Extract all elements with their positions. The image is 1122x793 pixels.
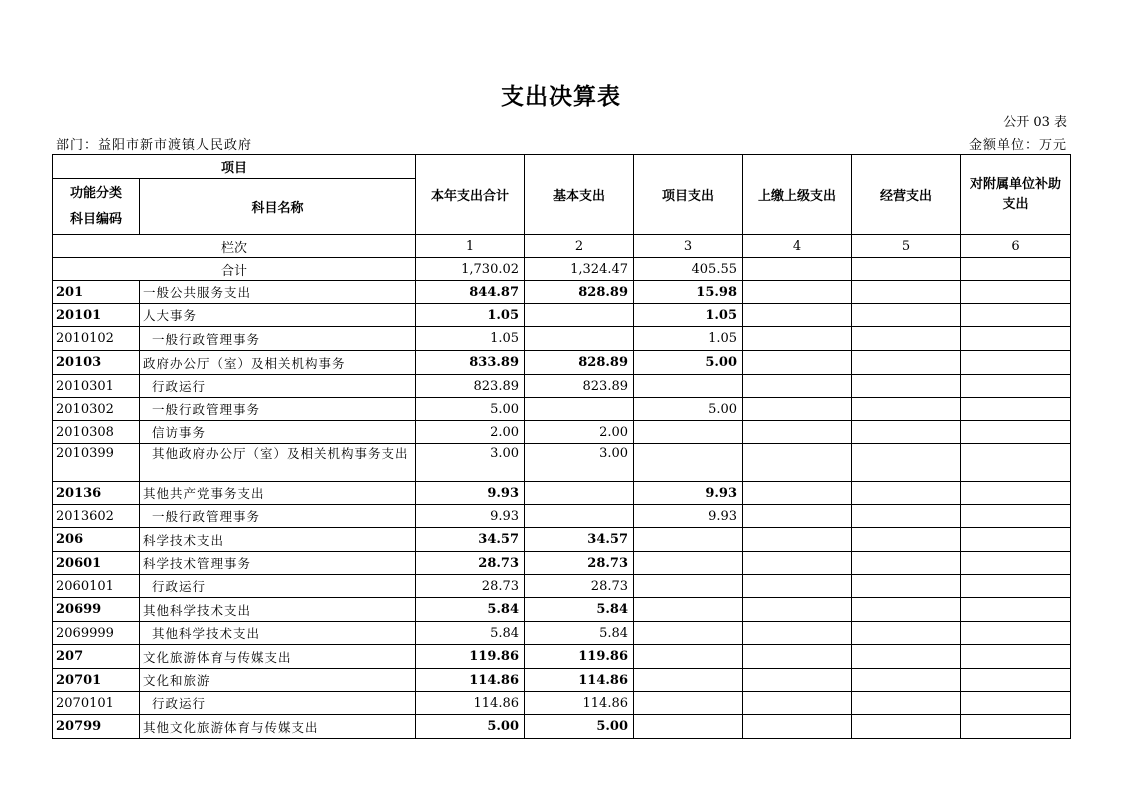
row-upper <box>743 715 852 739</box>
table-row <box>53 327 1071 351</box>
row-subsidy <box>961 351 1071 375</box>
row-basic: 5.84 <box>525 598 634 622</box>
column-index-4: 4 <box>743 235 852 258</box>
table-row <box>53 482 1071 505</box>
row-name: 行政运行 <box>140 692 416 715</box>
row-business <box>852 375 961 398</box>
row-project: 1.05 <box>634 304 743 327</box>
row-subsidy <box>961 398 1071 421</box>
row-subsidy <box>961 598 1071 622</box>
row-total: 28.73 <box>416 552 525 575</box>
row-total: 2.00 <box>416 421 525 444</box>
sum-upper <box>743 258 852 281</box>
row-project <box>634 669 743 692</box>
row-total: 1.05 <box>416 327 525 351</box>
row-project <box>634 622 743 645</box>
table-row <box>53 444 1071 482</box>
row-basic: 828.89 <box>525 351 634 375</box>
row-name: 一般公共服务支出 <box>140 281 416 304</box>
table-row <box>53 692 1071 715</box>
row-name: 其他文化旅游体育与传媒支出 <box>140 715 416 739</box>
table-row <box>53 622 1071 645</box>
row-code: 206 <box>53 528 140 552</box>
table-row <box>53 598 1071 622</box>
row-total: 9.93 <box>416 482 525 505</box>
row-total: 114.86 <box>416 692 525 715</box>
row-subsidy <box>961 327 1071 351</box>
row-code: 20701 <box>53 669 140 692</box>
row-upper <box>743 528 852 552</box>
row-total: 5.84 <box>416 598 525 622</box>
row-business <box>852 645 961 669</box>
row-subsidy <box>961 552 1071 575</box>
business-header: 经营支出 <box>852 155 961 235</box>
row-business <box>852 692 961 715</box>
row-upper <box>743 692 852 715</box>
row-upper <box>743 398 852 421</box>
row-subsidy <box>961 528 1071 552</box>
row-upper <box>743 375 852 398</box>
row-business <box>852 327 961 351</box>
row-name: 人大事务 <box>140 304 416 327</box>
table-row <box>53 281 1071 304</box>
table-row <box>53 528 1071 552</box>
row-business <box>852 622 961 645</box>
row-project <box>634 552 743 575</box>
row-upper <box>743 505 852 528</box>
row-basic <box>525 505 634 528</box>
row-project: 5.00 <box>634 351 743 375</box>
row-upper <box>743 645 852 669</box>
row-code: 20101 <box>53 304 140 327</box>
row-total: 34.57 <box>416 528 525 552</box>
row-name: 文化旅游体育与传媒支出 <box>140 645 416 669</box>
row-basic: 3.00 <box>525 444 634 482</box>
department-label: 部门：益阳市新市渡镇人民政府 <box>56 138 253 153</box>
expenditure-table <box>52 154 1071 739</box>
column-index-2: 2 <box>525 235 634 258</box>
row-code: 20601 <box>53 552 140 575</box>
table-row <box>53 375 1071 398</box>
row-business <box>852 715 961 739</box>
row-code: 2010302 <box>53 398 140 421</box>
row-name: 其他科学技术支出 <box>140 598 416 622</box>
row-basic: 119.86 <box>525 645 634 669</box>
basic-header: 基本支出 <box>525 155 634 235</box>
row-project: 9.93 <box>634 505 743 528</box>
row-total: 9.93 <box>416 505 525 528</box>
sum-basic: 1,324.47 <box>525 258 634 281</box>
column-index-3: 3 <box>634 235 743 258</box>
row-business <box>852 528 961 552</box>
sum-subsidy <box>961 258 1071 281</box>
row-code: 2060101 <box>53 575 140 598</box>
row-upper <box>743 598 852 622</box>
row-subsidy <box>961 669 1071 692</box>
row-project: 15.98 <box>634 281 743 304</box>
column-index-5: 5 <box>852 235 961 258</box>
row-code: 2010399 <box>53 444 140 482</box>
row-basic <box>525 304 634 327</box>
row-project <box>634 575 743 598</box>
code-header <box>53 179 140 235</box>
row-name: 科学技术支出 <box>140 528 416 552</box>
row-total: 844.87 <box>416 281 525 304</box>
row-total: 833.89 <box>416 351 525 375</box>
row-total: 823.89 <box>416 375 525 398</box>
column-index-6: 6 <box>961 235 1071 258</box>
table-row <box>53 421 1071 444</box>
row-code: 20103 <box>53 351 140 375</box>
row-code: 201 <box>53 281 140 304</box>
row-code: 2013602 <box>53 505 140 528</box>
row-project <box>634 715 743 739</box>
row-name: 科学技术管理事务 <box>140 552 416 575</box>
row-code: 2010308 <box>53 421 140 444</box>
table-row <box>53 575 1071 598</box>
row-project <box>634 645 743 669</box>
row-subsidy <box>961 375 1071 398</box>
row-project: 9.93 <box>634 482 743 505</box>
row-subsidy <box>961 281 1071 304</box>
row-upper <box>743 327 852 351</box>
row-basic: 5.84 <box>525 622 634 645</box>
table-body <box>53 281 1071 739</box>
row-subsidy <box>961 645 1071 669</box>
row-basic: 34.57 <box>525 528 634 552</box>
row-basic <box>525 482 634 505</box>
row-name: 其他共产党事务支出 <box>140 482 416 505</box>
table-row <box>53 552 1071 575</box>
row-name: 一般行政管理事务 <box>140 398 416 421</box>
row-name: 文化和旅游 <box>140 669 416 692</box>
row-total: 5.84 <box>416 622 525 645</box>
row-code: 2010301 <box>53 375 140 398</box>
row-name: 一般行政管理事务 <box>140 505 416 528</box>
row-code: 20799 <box>53 715 140 739</box>
table-row <box>53 351 1071 375</box>
amount-unit-label: 金额单位：万元 <box>968 138 1067 153</box>
row-project <box>634 375 743 398</box>
row-subsidy <box>961 444 1071 482</box>
code-header-line2: 科目编码 <box>69 211 122 227</box>
row-upper <box>743 351 852 375</box>
row-name: 其他政府办公厅（室）及相关机构事务支出 <box>140 444 416 482</box>
row-subsidy <box>961 575 1071 598</box>
row-name: 其他科学技术支出 <box>140 622 416 645</box>
row-basic: 114.86 <box>525 669 634 692</box>
row-business <box>852 482 961 505</box>
row-project <box>634 692 743 715</box>
row-upper <box>743 421 852 444</box>
row-code: 2010102 <box>53 327 140 351</box>
page-title: 支出决算表 <box>501 84 621 110</box>
project-header: 项目支出 <box>634 155 743 235</box>
row-subsidy <box>961 421 1071 444</box>
row-basic: 828.89 <box>525 281 634 304</box>
row-business <box>852 351 961 375</box>
sum-row-label: 合计 <box>53 258 416 281</box>
code-header-line1: 功能分类 <box>69 185 122 201</box>
row-business <box>852 304 961 327</box>
row-basic: 823.89 <box>525 375 634 398</box>
row-subsidy <box>961 622 1071 645</box>
sum-project: 405.55 <box>634 258 743 281</box>
table-row <box>53 645 1071 669</box>
sum-total: 1,730.02 <box>416 258 525 281</box>
row-basic: 28.73 <box>525 552 634 575</box>
upper-header: 上缴上级支出 <box>743 155 852 235</box>
table-row <box>53 304 1071 327</box>
total-header: 本年支出合计 <box>416 155 525 235</box>
row-upper <box>743 622 852 645</box>
row-code: 20136 <box>53 482 140 505</box>
row-basic: 114.86 <box>525 692 634 715</box>
row-total: 5.00 <box>416 398 525 421</box>
row-upper <box>743 552 852 575</box>
column-index-1: 1 <box>416 235 525 258</box>
row-upper <box>743 444 852 482</box>
row-project <box>634 444 743 482</box>
name-header: 科目名称 <box>140 179 416 235</box>
table-row <box>53 669 1071 692</box>
row-upper <box>743 575 852 598</box>
row-project <box>634 598 743 622</box>
row-basic: 5.00 <box>525 715 634 739</box>
row-code: 20699 <box>53 598 140 622</box>
item-header: 项目 <box>53 155 416 179</box>
row-name: 行政运行 <box>140 375 416 398</box>
row-business <box>852 598 961 622</box>
row-name: 信访事务 <box>140 421 416 444</box>
row-code: 2070101 <box>53 692 140 715</box>
row-project: 1.05 <box>634 327 743 351</box>
row-project: 5.00 <box>634 398 743 421</box>
row-basic: 2.00 <box>525 421 634 444</box>
row-total: 1.05 <box>416 304 525 327</box>
row-subsidy <box>961 505 1071 528</box>
row-total: 114.86 <box>416 669 525 692</box>
row-business <box>852 552 961 575</box>
row-name: 政府办公厅（室）及相关机构事务 <box>140 351 416 375</box>
row-subsidy <box>961 482 1071 505</box>
row-upper <box>743 482 852 505</box>
row-subsidy <box>961 715 1071 739</box>
row-upper <box>743 669 852 692</box>
table-row <box>53 715 1071 739</box>
row-basic <box>525 327 634 351</box>
row-subsidy <box>961 304 1071 327</box>
row-business <box>852 398 961 421</box>
row-total: 3.00 <box>416 444 525 482</box>
row-total: 5.00 <box>416 715 525 739</box>
row-basic <box>525 398 634 421</box>
row-code: 207 <box>53 645 140 669</box>
table-row <box>53 505 1071 528</box>
row-business <box>852 505 961 528</box>
subsidy-header: 对附属单位补助支出 <box>961 155 1071 235</box>
row-business <box>852 444 961 482</box>
row-upper <box>743 304 852 327</box>
row-project <box>634 528 743 552</box>
row-basic: 28.73 <box>525 575 634 598</box>
row-total: 28.73 <box>416 575 525 598</box>
row-business <box>852 421 961 444</box>
row-project <box>634 421 743 444</box>
row-subsidy <box>961 692 1071 715</box>
row-business <box>852 281 961 304</box>
form-number: 公开 03 表 <box>1003 115 1067 130</box>
table-row <box>53 398 1071 421</box>
row-name: 一般行政管理事务 <box>140 327 416 351</box>
column-index-label: 栏次 <box>53 235 416 258</box>
row-name: 行政运行 <box>140 575 416 598</box>
row-total: 119.86 <box>416 645 525 669</box>
row-code: 2069999 <box>53 622 140 645</box>
row-business <box>852 669 961 692</box>
row-business <box>852 575 961 598</box>
sum-business <box>852 258 961 281</box>
row-upper <box>743 281 852 304</box>
